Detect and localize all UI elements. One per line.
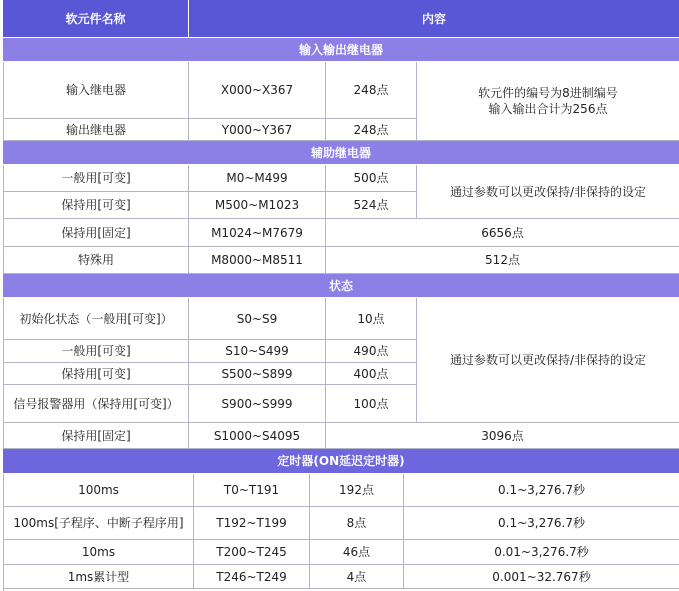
timer-row-time: 0.01~3,276.7秒	[404, 540, 679, 565]
header-content-col: 内容	[189, 0, 679, 38]
state-row-range: S500~S899	[189, 363, 326, 385]
timer-row-count: 4点	[310, 565, 404, 589]
timer-row-name: 10ms	[4, 540, 194, 565]
timer-row-count: 8点	[310, 507, 404, 540]
state-row-name: 一般用[可变]	[4, 340, 189, 363]
timer-row-name: 100ms[子程序、中断子程序用]	[4, 507, 194, 540]
io-note-line1: 软元件的编号为8进制编号	[478, 86, 618, 100]
aux-row-range: M0~M499	[189, 165, 326, 192]
aux-row-count: 500点	[326, 165, 417, 192]
timer-row-range: T200~T245	[194, 540, 310, 565]
io-note	[417, 62, 679, 141]
state-row-range: S0~S9	[189, 298, 326, 340]
state-row-name: 保持用[固定]	[4, 423, 189, 449]
aux-note: 通过参数可以更改保持/非保持的设定	[417, 165, 679, 219]
section-title-state: 状态	[3, 274, 679, 298]
timer-row-range: T246~T249	[194, 565, 310, 589]
aux-row-range: M1024~M7679	[189, 219, 326, 247]
state-row-range: S10~S499	[189, 340, 326, 363]
aux-row-name: 保持用[固定]	[4, 219, 189, 247]
io-row-range: Y000~Y367	[189, 119, 326, 141]
aux-row-name: 保持用[可变]	[4, 192, 189, 219]
io-row-count: 248点	[326, 119, 417, 141]
io-row-range: X000~X367	[189, 62, 326, 119]
io-row-name: 输入继电器	[4, 62, 189, 119]
section-title-aux: 辅助继电器	[3, 141, 679, 165]
timer-row-name: 1ms累计型	[4, 565, 194, 589]
state-row-count: 490点	[326, 340, 417, 363]
state-row-name: 初始化状态（一般用[可变]）	[4, 298, 189, 340]
state-note: 通过参数可以更改保持/非保持的设定	[417, 298, 679, 423]
timer-row-time: 0.1~3,276.7秒	[404, 474, 679, 507]
aux-row-name: 特殊用	[4, 247, 189, 274]
section-title-timer: 定时器(ON延迟定时器)	[3, 449, 679, 474]
timer-row-range: T0~T191	[194, 474, 310, 507]
timer-row-count: 192点	[310, 474, 404, 507]
state-row-count: 100点	[326, 385, 417, 423]
state-row-name: 信号报警器用（保持用[可变]）	[4, 385, 189, 423]
state-row-count: 10点	[326, 298, 417, 340]
state-row-name: 保持用[可变]	[4, 363, 189, 385]
aux-row-count: 6656点	[326, 219, 679, 247]
timer-row-count: 46点	[310, 540, 404, 565]
state-row-count: 3096点	[326, 423, 679, 449]
section-title-io: 输入输出继电器	[3, 38, 679, 62]
timer-row-time: 0.1~3,276.7秒	[404, 507, 679, 540]
io-row-name: 输出继电器	[4, 119, 189, 141]
io-note-line2: 输入输出合计为256点	[488, 102, 608, 116]
aux-row-range: M8000~M8511	[189, 247, 326, 274]
state-row-range: S1000~S4095	[189, 423, 326, 449]
state-row-count: 400点	[326, 363, 417, 385]
header-name-col: 软元件名称	[3, 0, 189, 38]
aux-row-count: 524点	[326, 192, 417, 219]
timer-row-name: 100ms	[4, 474, 194, 507]
aux-row-count: 512点	[326, 247, 679, 274]
io-row-count: 248点	[326, 62, 417, 119]
aux-row-name: 一般用[可变]	[4, 165, 189, 192]
timer-row-range: T192~T199	[194, 507, 310, 540]
timer-row-time: 0.001~32.767秒	[404, 565, 679, 589]
state-row-range: S900~S999	[189, 385, 326, 423]
aux-row-range: M500~M1023	[189, 192, 326, 219]
